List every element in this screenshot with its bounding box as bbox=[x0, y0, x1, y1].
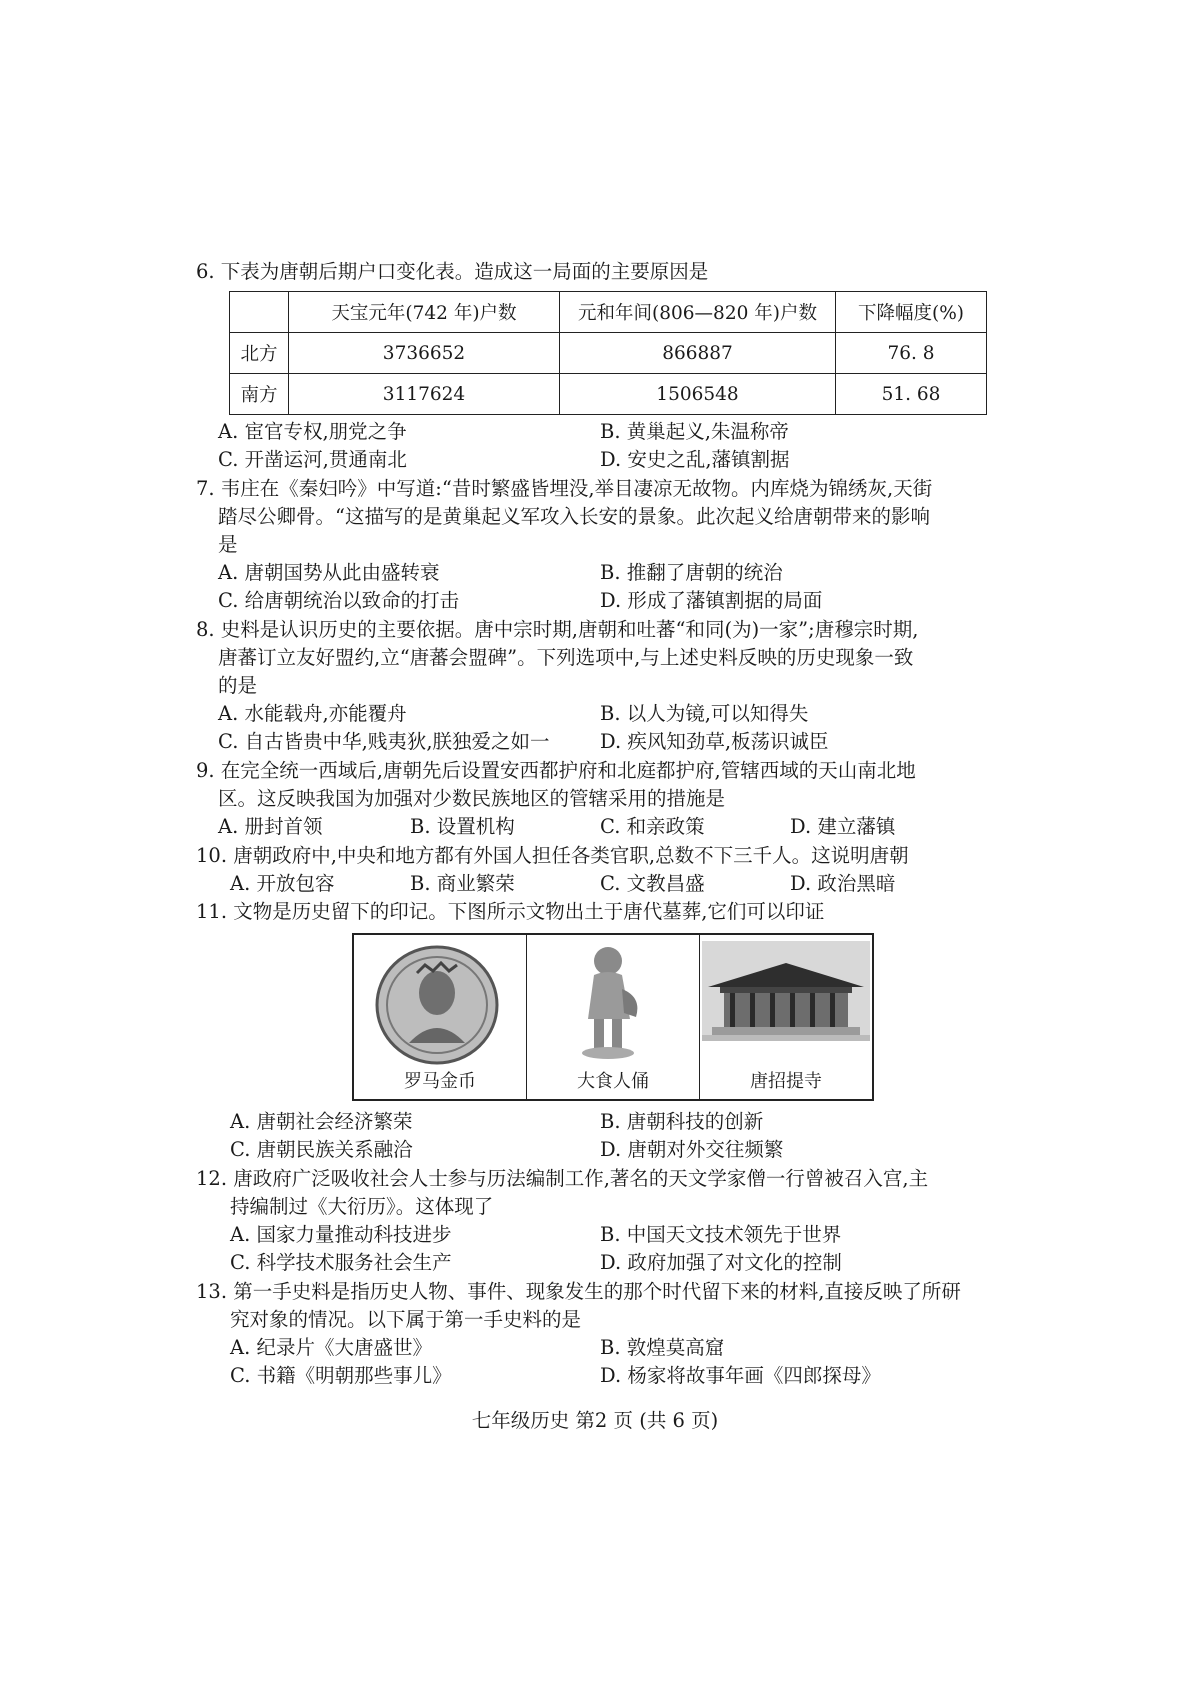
q8-option-b[interactable]: B. 以人为镜,可以知得失 bbox=[600, 702, 809, 725]
q12-option-a[interactable]: A. 国家力量推动科技进步 bbox=[230, 1223, 452, 1246]
q7-option-d[interactable]: D. 形成了藩镇割据的局面 bbox=[600, 589, 823, 612]
table-header-row bbox=[230, 292, 987, 333]
q10-option-d[interactable]: D. 政治黑暗 bbox=[790, 872, 896, 895]
table-header: 下降幅度(%) bbox=[836, 292, 987, 333]
q9-option-d[interactable]: D. 建立藩镇 bbox=[790, 815, 896, 838]
figure-panel-coin bbox=[354, 935, 527, 1099]
q10-option-c[interactable]: C. 文教昌盛 bbox=[600, 872, 705, 895]
q13-option-b[interactable]: B. 敦煌莫高窟 bbox=[600, 1336, 725, 1359]
table-cell: 北方 bbox=[230, 333, 289, 374]
q13-option-d[interactable]: D. 杨家将故事年画《四郎探母》 bbox=[600, 1364, 881, 1387]
figurine-icon bbox=[538, 939, 688, 1069]
table-cell: 3117624 bbox=[289, 374, 560, 415]
table-cell: 866887 bbox=[560, 333, 836, 374]
table-header: 天宝元年(742 年)户数 bbox=[289, 292, 560, 333]
q11-option-c[interactable]: C. 唐朝民族关系融洽 bbox=[230, 1138, 413, 1161]
q13-option-c[interactable]: C. 书籍《明朝那些事儿》 bbox=[230, 1364, 452, 1387]
q7-option-b[interactable]: B. 推翻了唐朝的统治 bbox=[600, 561, 783, 584]
table-cell: 51. 68 bbox=[836, 374, 987, 415]
q8-option-d[interactable]: D. 疾风知劲草,板荡识诚臣 bbox=[600, 730, 829, 753]
q8-option-c[interactable]: C. 自古皆贵中华,贱夷狄,朕独爱之如一 bbox=[218, 730, 550, 753]
table-row bbox=[230, 333, 987, 374]
figure-panel-figurine bbox=[527, 935, 700, 1099]
q9-stem-line: 区。这反映我国为加强对少数民族地区的管辖采用的措施是 bbox=[218, 787, 726, 810]
table-row bbox=[230, 374, 987, 415]
q13-option-a[interactable]: A. 纪录片《大唐盛世》 bbox=[230, 1336, 432, 1359]
table-header bbox=[230, 292, 289, 333]
figure-panel-temple bbox=[700, 935, 872, 1099]
q10-option-b[interactable]: B. 商业繁荣 bbox=[410, 872, 515, 895]
q10-stem-line: 10. 唐朝政府中,中央和地方都有外国人担任各类官职,总数不下三千人。这说明唐朝 bbox=[196, 844, 909, 867]
q13-stem-line: 13. 第一手史料是指历史人物、事件、现象发生的那个时代留下来的材料,直接反映了所研 bbox=[196, 1280, 961, 1303]
q7-option-c[interactable]: C. 给唐朝统治以致命的打击 bbox=[218, 589, 460, 612]
q9-option-a[interactable]: A. 册封首领 bbox=[218, 815, 323, 838]
q8-stem-line: 唐蕃订立友好盟约,立“唐蕃会盟碑”。下列选项中,与上述史料反映的历史现象一致 bbox=[218, 646, 914, 669]
q7-stem-line: 是 bbox=[218, 533, 238, 556]
q13-stem-line: 究对象的情况。以下属于第一手史料的是 bbox=[230, 1308, 582, 1331]
table-cell: 1506548 bbox=[560, 374, 836, 415]
household-table bbox=[229, 291, 987, 415]
page-footer: 七年级历史 第2 页 (共 6 页) bbox=[471, 1409, 719, 1432]
q6-option-c[interactable]: C. 开凿运河,贯通南北 bbox=[218, 448, 407, 471]
q6-option-b[interactable]: B. 黄巢起义,朱温称帝 bbox=[600, 420, 789, 443]
q12-stem-line: 持编制过《大衍历》。这体现了 bbox=[230, 1195, 494, 1218]
table-cell: 3736652 bbox=[289, 333, 560, 374]
q7-stem-line: 7. 韦庄在《秦妇吟》中写道:“昔时繁盛皆埋没,举目凄凉无故物。内库烧为锦绣灰,天街 bbox=[196, 477, 933, 500]
q12-option-c[interactable]: C. 科学技术服务社会生产 bbox=[230, 1251, 452, 1274]
table-cell: 76. 8 bbox=[836, 333, 987, 374]
q7-option-a[interactable]: A. 唐朝国势从此由盛转衰 bbox=[218, 561, 440, 584]
q6-option-a[interactable]: A. 宦官专权,朋党之争 bbox=[218, 420, 407, 443]
q12-option-d[interactable]: D. 政府加强了对文化的控制 bbox=[600, 1251, 842, 1274]
figure-caption: 唐招提寺 bbox=[750, 1071, 822, 1092]
table-header: 元和年间(806—820 年)户数 bbox=[560, 292, 836, 333]
q11-stem-line: 11. 文物是历史留下的印记。下图所示文物出土于唐代墓葬,它们可以印证 bbox=[196, 900, 825, 923]
q11-option-a[interactable]: A. 唐朝社会经济繁荣 bbox=[230, 1110, 413, 1133]
q9-option-b[interactable]: B. 设置机构 bbox=[410, 815, 515, 838]
q11-option-b[interactable]: B. 唐朝科技的创新 bbox=[600, 1110, 764, 1133]
q8-stem-line: 8. 史料是认识历史的主要依据。唐中宗时期,唐朝和吐蕃“和同(为)一家”;唐穆宗时期, bbox=[196, 618, 919, 641]
q8-option-a[interactable]: A. 水能载舟,亦能覆舟 bbox=[218, 702, 407, 725]
artifact-figure bbox=[352, 933, 874, 1101]
q9-option-c[interactable]: C. 和亲政策 bbox=[600, 815, 705, 838]
q8-stem-line: 的是 bbox=[218, 674, 258, 697]
table-cell: 南方 bbox=[230, 374, 289, 415]
temple-icon bbox=[702, 941, 870, 1071]
q6-option-d[interactable]: D. 安史之乱,藩镇割据 bbox=[600, 448, 790, 471]
q7-stem-line: 踏尽公卿骨。“这描写的是黄巢起义军攻入长安的景象。此次起义给唐朝带来的影响 bbox=[218, 505, 930, 528]
q11-option-d[interactable]: D. 唐朝对外交往频繁 bbox=[600, 1138, 784, 1161]
figure-caption: 大食人俑 bbox=[577, 1071, 649, 1092]
q12-stem-line: 12. 唐政府广泛吸收社会人士参与历法编制工作,著名的天文学家僧一行曾被召入宫,主 bbox=[196, 1167, 929, 1190]
q12-option-b[interactable]: B. 中国天文技术领先于世界 bbox=[600, 1223, 842, 1246]
q9-stem-line: 9. 在完全统一西域后,唐朝先后设置安西都护府和北庭都护府,管辖西域的天山南北地 bbox=[196, 759, 916, 782]
q6-stem: 6. 下表为唐朝后期户口变化表。造成这一局面的主要原因是 bbox=[196, 260, 709, 283]
figure-caption: 罗马金币 bbox=[404, 1071, 476, 1092]
roman-coin-icon bbox=[365, 943, 515, 1073]
q10-option-a[interactable]: A. 开放包容 bbox=[230, 872, 335, 895]
